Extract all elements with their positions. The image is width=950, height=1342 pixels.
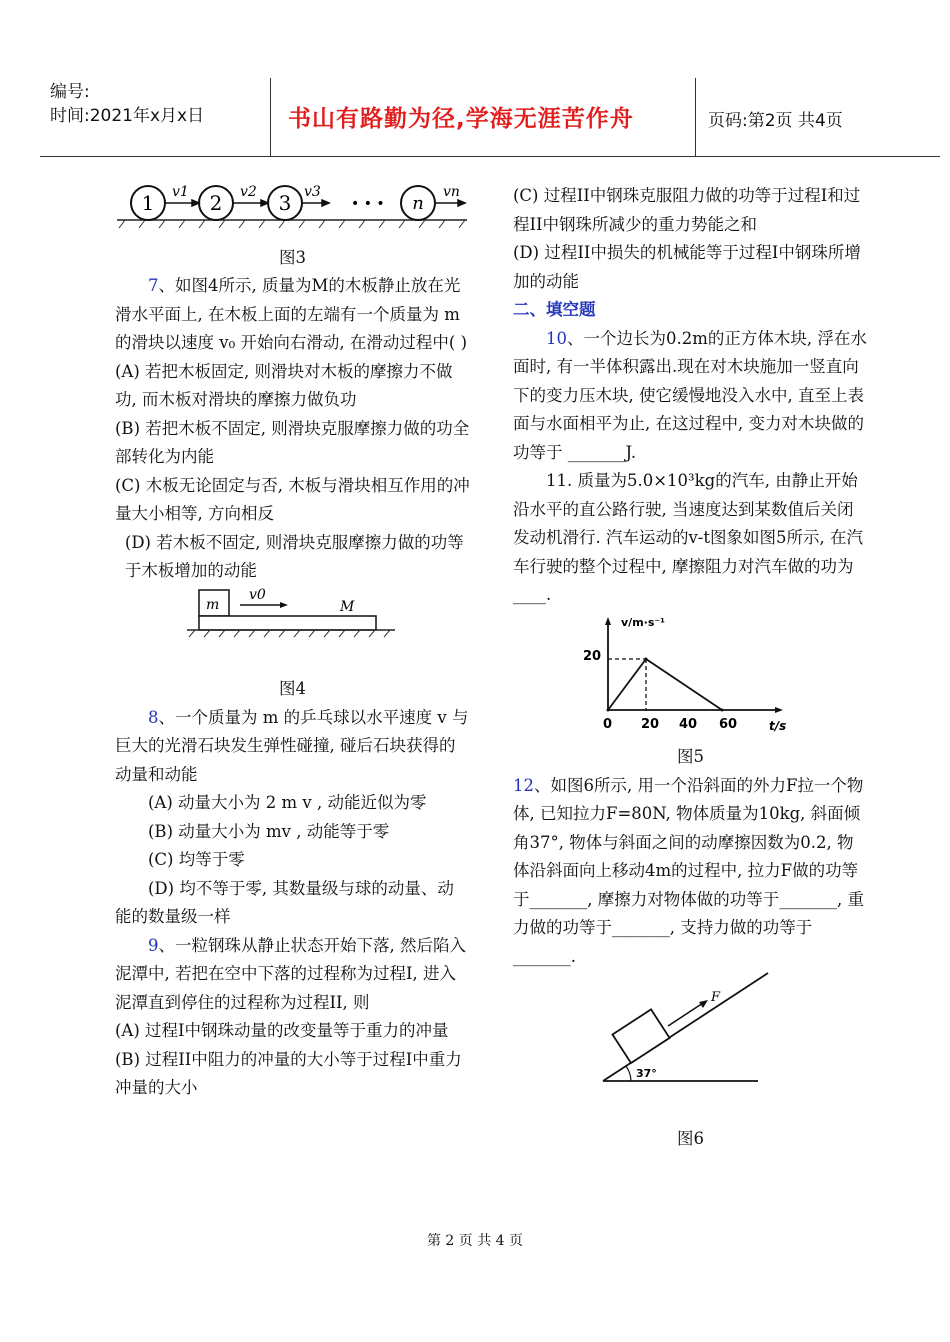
q9-option-c: (C) 过程II中钢珠克服阻力做的功等于过程I和过程II中钢珠所减少的重力势能之和 (513, 186, 861, 234)
vn-label: vn (443, 184, 460, 200)
page-header (40, 78, 940, 157)
section-fill-in-title: 二、填空题 (513, 300, 596, 319)
x-tick-0: 0 (603, 716, 613, 732)
q12-text: 、如图6所示, 用一个沿斜面的外力F拉一个物体, 已知拉力F=80N, 物体质量为10kg, 斜面倾角37°, 物体与斜面之间的动摩擦因数为0.2, 物体沿斜面向上移动4m的过程中, 拉力F做的功等于_______, 摩擦力对物体做的功等于_______, 重力做的功等于_______, 支持力做的功等于_______. (513, 775, 864, 966)
right-column (513, 182, 868, 1153)
v3-label: v3 (304, 184, 321, 200)
figure-6-caption: 图6 (677, 1128, 704, 1148)
q12-number: 12 (513, 775, 534, 795)
header-meta (50, 80, 204, 128)
board-M-label: M (340, 598, 355, 615)
header-motto: 书山有路勤为径,学海无涯苦作舟 (288, 106, 634, 132)
block-m-label: m (206, 596, 220, 613)
v0-label: v0 (249, 586, 266, 603)
q10-text: 、一个边长为0.2m的正方体木块, 浮在水面时, 有一半体积露出.现在对木块施加一竖直向下的变力压木块, 使它缓慢地没入水中, 直至上表面与水面相平为止, 在这过程中, 变力对木块做的功等于 _______J. (513, 328, 867, 462)
q7-option-b: (B) 若把木板不固定, 则滑块克服摩擦力做的功全部转化为内能 (115, 418, 470, 466)
figure-5-chart (513, 610, 868, 740)
ellipsis: • • • (351, 196, 385, 212)
x-axis-label: t/s (769, 718, 787, 733)
figure-6 (513, 971, 868, 1111)
q12-stem (513, 772, 868, 972)
ball-3-label: 3 (278, 191, 292, 215)
q8-option-b: (B) 动量大小为 mv , 动能等于零 (148, 821, 390, 841)
force-arrow (668, 1003, 703, 1026)
v-t-data-point (607, 708, 610, 711)
header-page-label: 页码:第2页 共4页 (708, 111, 843, 131)
x-tick-20: 20 (641, 716, 660, 732)
serial-label: 编号: (50, 82, 90, 102)
header-divider (695, 78, 696, 156)
figure-3 (115, 172, 470, 234)
ball-n-label: n (412, 193, 424, 214)
figure-3-caption: 图3 (279, 247, 306, 267)
v-t-data-point (645, 657, 648, 660)
q7-stem (115, 272, 470, 358)
date-label: 时间:2021年x月x日 (50, 106, 205, 126)
figure-4-caption: 图4 (279, 679, 306, 698)
ball-1-label: 1 (141, 191, 155, 215)
y-axis-label: v/m·s⁻¹ (621, 615, 665, 629)
v2-label: v2 (240, 184, 257, 200)
q8-number: 8 (148, 707, 159, 727)
angle-label: 37° (636, 1067, 657, 1080)
q10-number: 10 (546, 328, 567, 348)
v-t-data-point (721, 708, 724, 711)
q8-stem (115, 704, 470, 790)
v-t-series-line (608, 659, 722, 710)
page-footer: 第 2 页 共 4 页 (426, 1233, 524, 1249)
ball-2-label: 2 (209, 191, 223, 215)
x-tick-40: 40 (679, 716, 698, 732)
q7-option-c: (C) 木板无论固定与否, 木板与滑块相互作用的冲量大小相等, 方向相反 (115, 475, 470, 523)
q7-text: 、如图4所示, 质量为M的木板静止放在光滑水平面上, 在木板上面的左端有一个质量为 m 的滑块以速度 v₀ 开始向右滑动, 在滑动过程中( ) (115, 276, 468, 352)
q11-stem: 11. 质量为5.0×10³kg的汽车, 由静止开始沿水平的直公路行驶, 当速度达到某数值后关闭发动机滑行. 汽车运动的v-t图象如图5所示, 在汽车行驶的整个过程中, 摩擦阻力对汽车做的功为____. (513, 471, 864, 604)
q8-option-a: (A) 动量大小为 2 m v , 动能近似为零 (148, 793, 427, 812)
q9-text: 、一粒钢珠从静止状态开始下落, 然后陷入泥潭中, 若把在空中下落的过程称为过程I, 进入泥潭直到停住的过程称为过程II, 则 (115, 935, 466, 1012)
box-on-incline (612, 1009, 669, 1063)
force-label: F (711, 990, 721, 1005)
x-tick-60: 60 (719, 716, 738, 732)
q7-number: 7 (148, 276, 159, 295)
q8-text: 、一个质量为 m 的乒乓球以水平速度 v 与巨大的光滑石块发生弹性碰撞, 碰后石块获得的动量和动能 (115, 707, 469, 784)
q8-option-d: (D) 均不等于零, 其数量级与球的动量、动能的数量级一样 (115, 878, 454, 926)
y-tick-20: 20 (583, 648, 602, 664)
q9-stem (115, 932, 470, 1018)
left-column (115, 172, 470, 1103)
figure-4 (115, 586, 470, 658)
figure-5-caption: 图5 (677, 747, 704, 766)
q9-option-d: (D) 过程II中损失的机械能等于过程I中钢珠所增加的动能 (513, 243, 861, 291)
q7-option-d: (D) 若木板不固定, 则滑块克服摩擦力做的功等于木板增加的动能 (124, 532, 464, 580)
q10-stem (513, 325, 868, 468)
q9-option-a: (A) 过程I中钢珠动量的改变量等于重力的冲量 (115, 1021, 449, 1040)
q8-option-c: (C) 均等于零 (148, 850, 245, 869)
v1-label: v1 (172, 184, 189, 200)
q9-number: 9 (148, 935, 159, 955)
q7-option-a: (A) 若把木板固定, 则滑块对木板的摩擦力不做功, 而木板对滑块的摩擦力做负功 (115, 361, 453, 409)
header-divider (270, 78, 271, 156)
q9-option-b: (B) 过程II中阻力的冲量的大小等于过程I中重力冲量的大小 (115, 1049, 462, 1097)
board-M (199, 616, 376, 630)
